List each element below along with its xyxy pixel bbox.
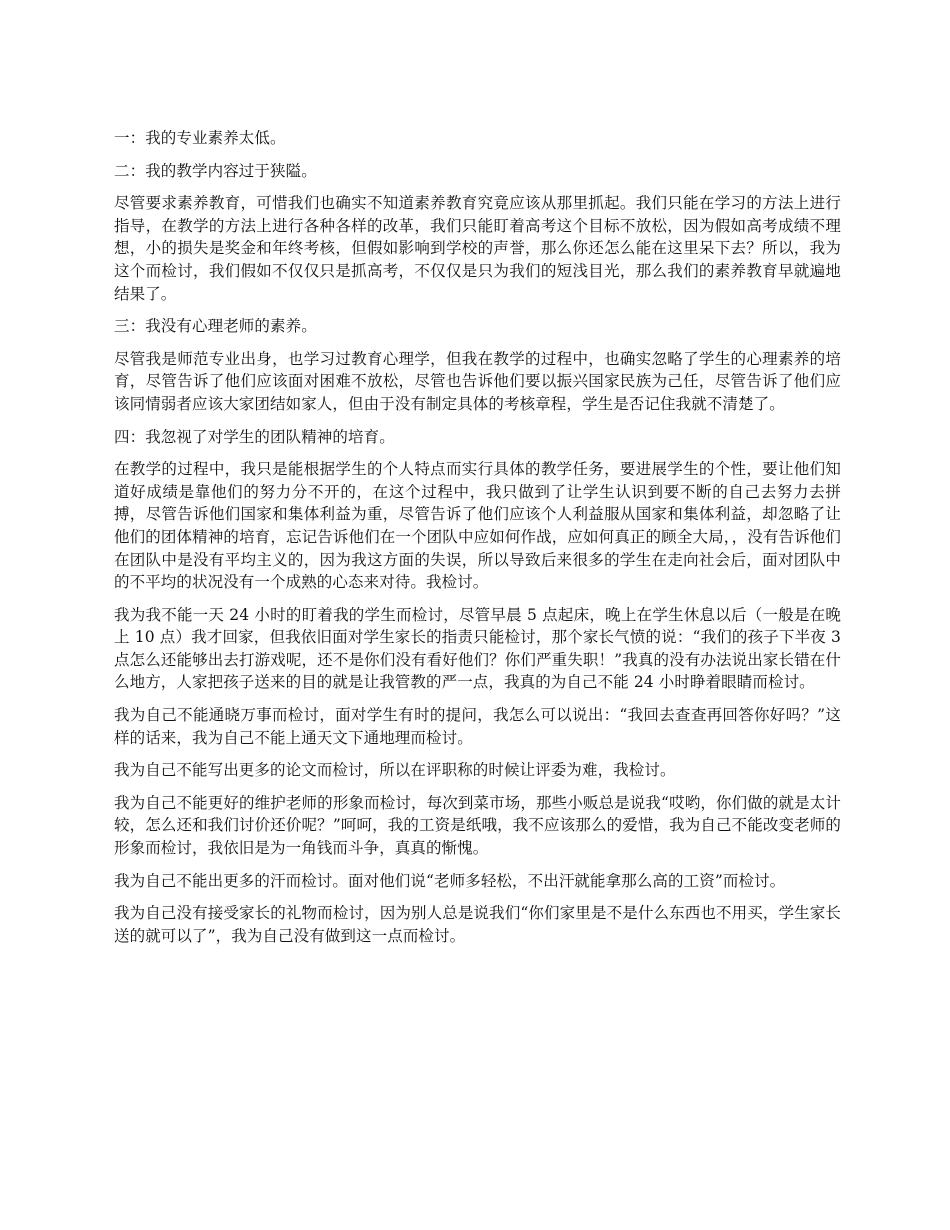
document-body: [114, 127, 841, 957]
paragraph-2: 二：我的教学内容过于狭隘。: [114, 161, 317, 180]
paragraph-9: 我为自己不能通晓万事而检讨，面对学生有时的提问，我怎么可以说出：“我回去查查再回答你好吗？”这样的话来，我为自己不能上通天文下通地理而检讨。: [114, 706, 841, 747]
paragraph-13: 我为自己没有接受家长的礼物而检讨，因为别人总是说我们“你们家里是不是什么东西也不用买，学生家长送的就可以了”，我为自己没有做到这一点而检讨。: [114, 904, 841, 945]
paragraph-12: 我为自己不能出更多的汗而检讨。面对他们说“老师多轻松，不出汗就能拿那么高的工资”而检讨。: [114, 871, 786, 890]
paragraph-10: 我为自己不能写出更多的论文而检讨，所以在评职称的时候让评委为难，我检讨。: [114, 761, 676, 780]
paragraph-11: 我为自己不能更好的维护老师的形象而检讨，每次到菜市场，那些小贩总是说我“哎哟，你们做的就是太计较，怎么还和我们讨价还价呢？”呵呵，我的工资是纸哦，我不应该那么的爱惜，我为自己不能改变老师的形象而检讨，我依旧是为一角钱而斗争，真真的惭愧。: [114, 793, 841, 858]
paragraph-4: 三：我没有心理老师的素养。: [114, 317, 317, 336]
paragraph-6: 四：我忽视了对学生的团队精神的培育。: [114, 427, 395, 446]
paragraph-8: 我为我不能一天 24 小时的盯着我的学生而检讨，尽管早晨 5 点起床，晚上在学生休息以后（一般是在晚上 10 点）我才回家，但我依旧面对学生家长的指责只能检讨，那个家长气愤的说：“我们的孩子下半夜 3 点怎么还能够出去打游戏呢，还不是你们没有看好他们？你们严重失职！”我真的没有办法说出家长错在什么地方，人家把孩子送来的目的就是让我管教的严一点，我真的为自己不能 24 小时睁着眼睛而检讨。: [114, 605, 841, 692]
paragraph-5: 尽管我是师范专业出身，也学习过教育心理学，但我在教学的过程中，也确实忽略了学生的心理素养的培育，尽管告诉了他们应该面对困难不放松，尽管也告诉他们要以振兴国家民族为己任，尽管告诉了他们应该同情弱者应该大家团结如家人，但由于没有制定具体的考核章程，学生是否记住我就不清楚了。: [114, 349, 841, 413]
paragraph-7: 在教学的过程中，我只是能根据学生的个人特点而实行具体的教学任务，要进展学生的个性，要让他们知道好成绩是靠他们的努力分不开的，在这个过程中，我只做到了让学生认识到要不断的自己去努力去拼搏，尽管告诉他们国家和集体利益为重，尽管告诉了他们应该个人利益服从国家和集体利益，却忽略了让他们的团体精神的培育，忘记告诉他们在一个团队中应如何作战，应如何真正的顾全大局，，没有告诉他们在团队中是没有平均主义的，因为我这方面的失误，所以导致后来很多的学生在走向社会后，面对团队中的不平均的状况没有一个成熟的心态来对待。我检讨。: [114, 460, 841, 592]
paragraph-3: 尽管要求素养教育，可惜我们也确实不知道素养教育究竟应该从那里抓起。我们只能在学习的方法上进行指导，在教学的方法上进行各种各样的改革，我们只能盯着高考这个目标不放松，因为假如高考成绩不理想，小的损失是奖金和年终考核，但假如影响到学校的声誉，那么你还怎么能在这里呆下去？所以，我为这个而检讨，我们假如不仅仅只是抓高考，不仅仅是只为我们的短浅目光，那么我们的素养教育早就遍地结果了。: [114, 194, 841, 303]
paragraph-1: 一：我的专业素养太低。: [114, 129, 286, 147]
